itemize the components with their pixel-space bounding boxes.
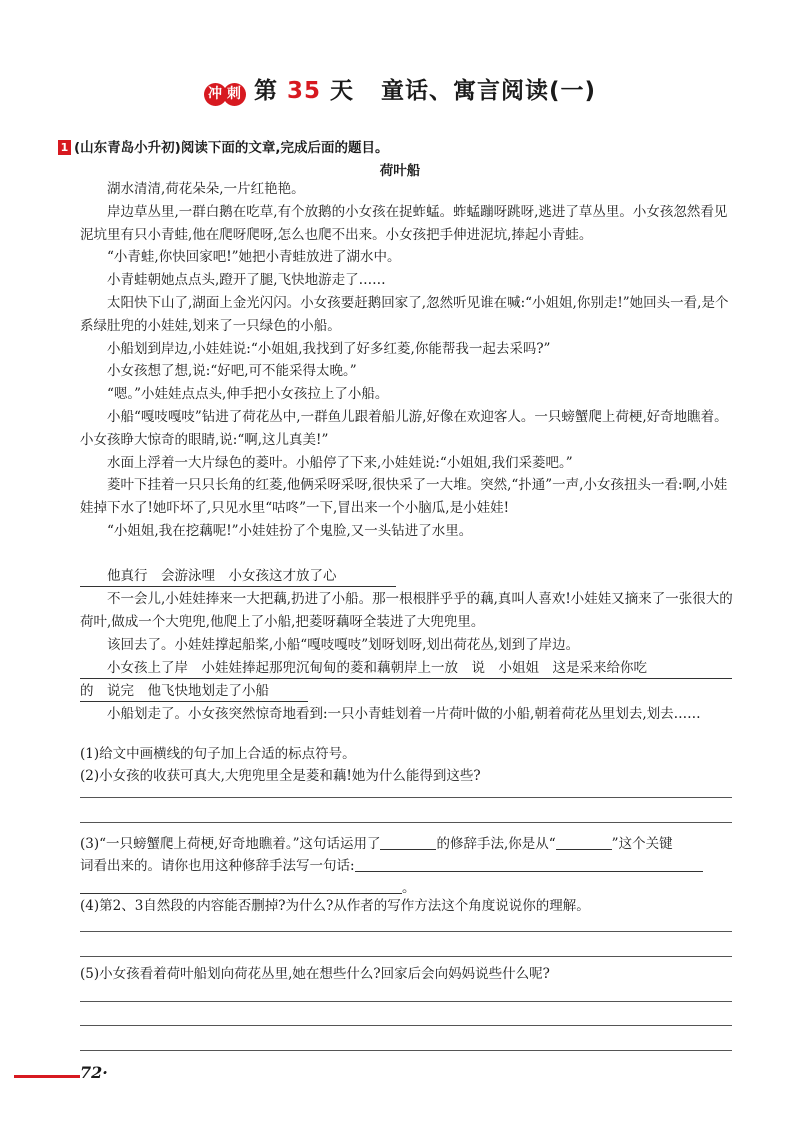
sentence-blank-cont[interactable] (80, 893, 402, 894)
question-1: (1)给文中画横线的句子加上合适的标点符号。 (80, 746, 356, 762)
paragraph: “嗯。”小娃娃点点头,伸手把小女孩拉上了小船。 (107, 386, 389, 403)
question-3-part-b: 的修辞手法,你是从“ (436, 836, 556, 852)
problem-text: (山东青岛小升初)阅读下面的文章,完成后面的题目。 (74, 140, 389, 156)
underline-rule (80, 678, 732, 679)
underline-rule (80, 586, 396, 587)
paragraph: 小船划到岸边,小娃娃说:“小姐姐,我找到了好多红菱,你能帮我一起去采吗?” (107, 340, 551, 357)
page-title: 童话、寓言阅读(一) (381, 78, 597, 104)
paragraph: 湖水清清,荷花朵朵,一片红艳艳。 (107, 181, 305, 197)
underlined-text: 他真行 会游泳哩 小女孩这才放了心 (107, 568, 337, 584)
answer-line[interactable] (80, 797, 732, 798)
keyword-blank[interactable] (556, 849, 612, 850)
question-3-part-a: (3)“一只螃蟹爬上荷梗,好奇地瞧着。”这句话运用了 (80, 836, 381, 852)
badge-char-2: 刺 (223, 83, 246, 106)
paragraph: 岸边草丛里,一群白鹅在吃草,有个放鹅的小女孩在捉蚱蜢。蚱蜢蹦呀跳呀,逃进了草丛里。小女孩忽然看见泥坑里有只小青蛙,他在爬呀爬呀,怎么也爬不出来。小女孩把手伸进泥坑,捧起小青蛙。 (80, 203, 728, 243)
rhetoric-blank[interactable] (380, 849, 436, 850)
question-5: (5)小女孩看着荷叶船划向荷花丛里,她在想些什么?回家后会向妈妈说些什么呢? (80, 966, 550, 982)
page-number (80, 1063, 108, 1082)
answer-line[interactable] (80, 931, 732, 932)
underlined-sentence-2 (80, 657, 736, 703)
answer-line[interactable] (80, 956, 732, 957)
underline-rule (80, 701, 308, 702)
day-suffix: 天 (330, 78, 354, 104)
paragraph: 菱叶下挂着一只只长角的红菱,他俩采呀采呀,很快采了一大堆。突然,“扑通”一声,小女孩扭头一看:啊,小娃娃掉下水了!她吓坏了,只见水里“咕咚”一下,冒出来一个小脑瓜,是小娃娃! (80, 477, 728, 517)
badge-char-1: 冲 (204, 83, 227, 106)
answer-line[interactable] (80, 1025, 732, 1026)
day-prefix: 第 (253, 78, 278, 104)
question-3-end: 。 (402, 880, 416, 896)
problem-number-badge: 1 (58, 140, 71, 155)
story-body-part1 (80, 178, 736, 543)
question-4: (4)第2、3自然段的内容能否删掉?为什么?从作者的写作方法这个角度说说你的理解。 (80, 898, 590, 914)
paragraph: “小姐姐,我在挖藕呢!”小娃娃扮了个鬼脸,又一头钻进了水里。 (107, 522, 473, 539)
paragraph: “小青蛙,你快回家吧!”她把小青蛙放进了湖水中。 (107, 249, 401, 266)
paragraph: 小船划走了。小女孩突然惊奇地看到:一只小青蛙划着一片荷叶做的小船,朝着荷花丛里划去,划去…… (107, 706, 701, 722)
question-2: (2)小女孩的收获可真大,大兜兜里全是菱和藕!她为什么能得到这些? (80, 768, 481, 784)
paragraph: 小船“嘎吱嘎吱”钻进了荷花丛中,一群鱼儿跟着船儿游,好像在欢迎客人。一只螃蟹爬上荷梗,好奇地瞧着。小女孩睁大惊奇的眼睛,说:“啊,这儿真美!” (80, 408, 728, 448)
question-3-part-c: ”这个关键 (611, 836, 673, 852)
page-number-dot: · (102, 1063, 108, 1082)
problem-instruction (58, 136, 388, 156)
underlined-sentence-1 (80, 565, 736, 588)
paragraph: 小女孩想了想,说:“好吧,可不能采得太晚。” (107, 363, 357, 380)
footer-accent-line (14, 1075, 80, 1078)
answer-line[interactable] (80, 1050, 732, 1051)
story-body-part2 (80, 588, 736, 656)
answer-line[interactable] (80, 822, 732, 823)
answer-line[interactable] (80, 1001, 732, 1002)
story-title: 荷叶船 (379, 163, 421, 179)
underlined-text: 的 说完 他飞快地划走了小船 (80, 682, 269, 699)
paragraph: 水面上浮着一大片绿色的菱叶。小船停了下来,小娃娃说:“小姐姐,我们采菱吧。” (107, 454, 573, 471)
question-3 (80, 833, 740, 899)
day-number: 35 (286, 78, 321, 104)
page-header (0, 72, 800, 106)
paragraph: 太阳快下山了,湖面上金光闪闪。小女孩要赶鹅回家了,忽然听见谁在喊:“小姐姐,你别走!”她回头一看,是个系绿肚兜的小娃娃,划来了一只绿色的小船。 (80, 294, 729, 334)
page-number-value: 72 (80, 1063, 103, 1082)
question-3-part-d: 词看出来的。请你也用这种修辞手法写一句话: (80, 858, 355, 874)
story-body-part3 (80, 703, 736, 726)
sprint-badge-icon (204, 78, 242, 106)
paragraph: 小青蛙朝她点点头,蹬开了腿,飞快地游走了…… (107, 272, 386, 289)
sentence-blank[interactable] (355, 871, 703, 872)
paragraph: 该回去了。小娃娃撑起船桨,小船“嘎吱嘎吱”划呀划呀,划出荷花丛,划到了岸边。 (107, 636, 580, 653)
paragraph: 不一会儿,小娃娃捧来一大把藕,扔进了小船。那一根根胖乎乎的藕,真叫人喜欢!小娃娃又摘来了一张很大的荷叶,做成一个大兜兜,他爬上了小船,把菱呀藕呀全装进了大兜兜里。 (80, 591, 733, 630)
underlined-text: 小女孩上了岸 小娃娃捧起那兜沉甸甸的菱和藕朝岸上一放 说 小姐姐 这是采来给你吃 (107, 660, 647, 676)
